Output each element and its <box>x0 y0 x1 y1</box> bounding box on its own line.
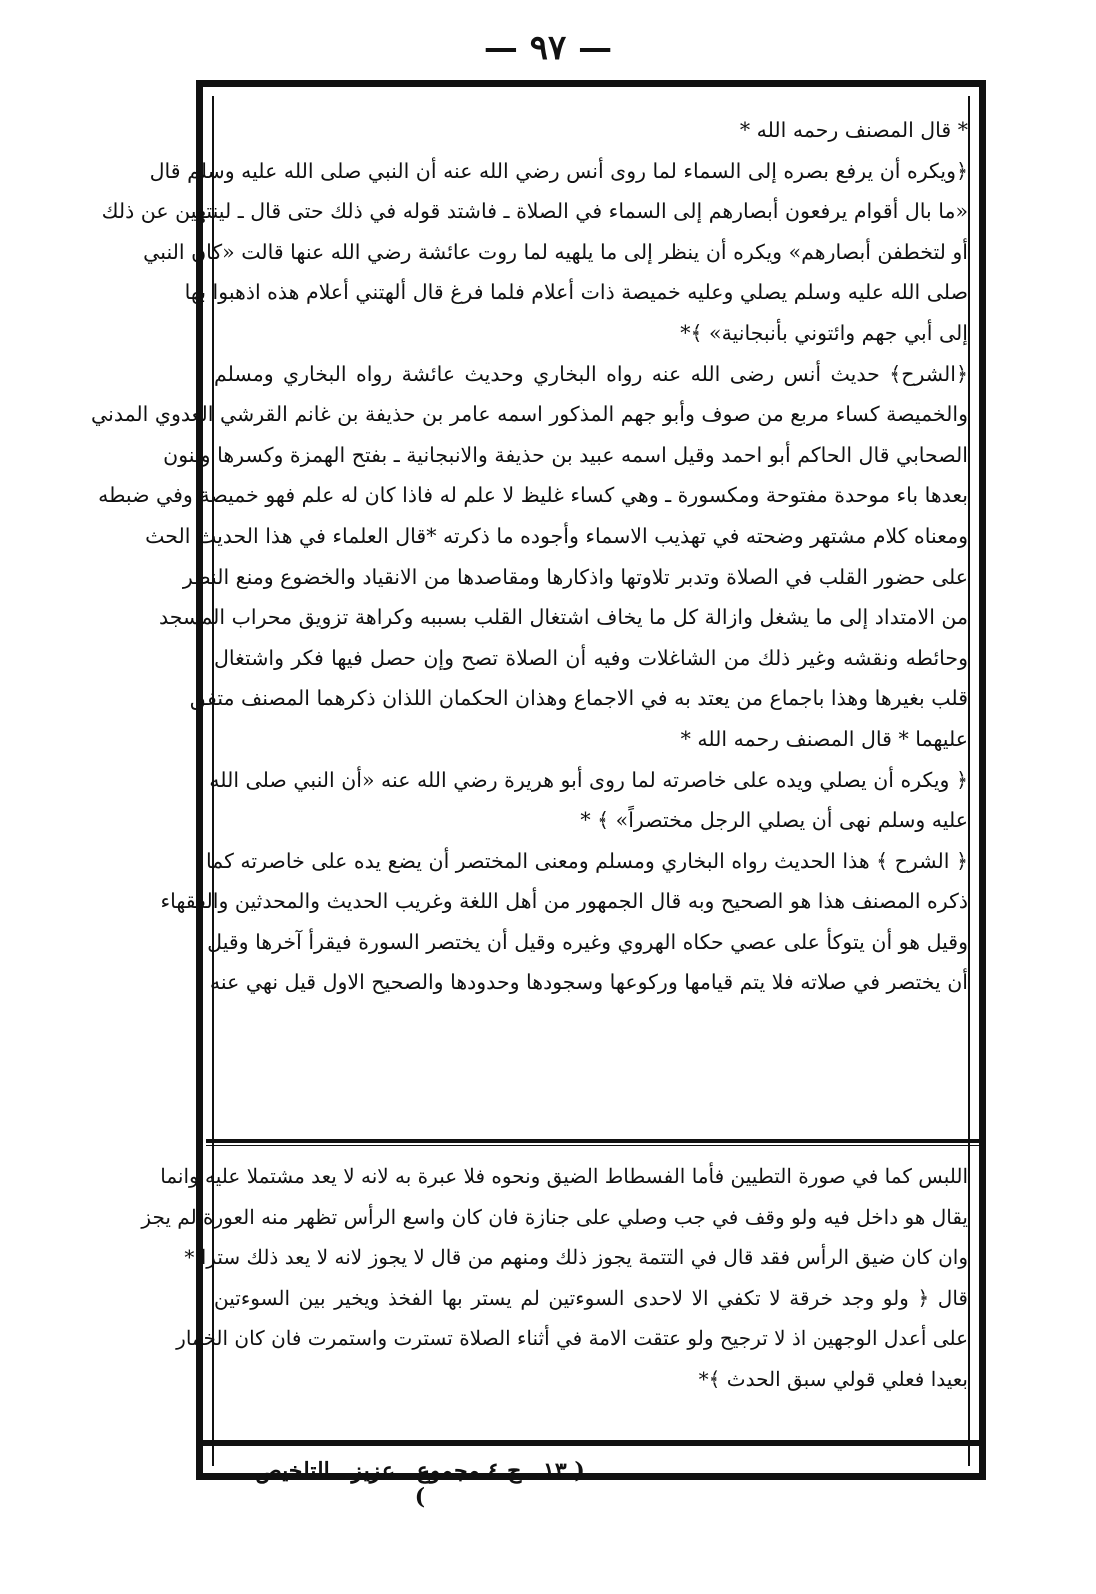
footnote-line: يقال هو داخل فيه ولو وقف في جب وصلي على جنازة فان كان واسع الرأس تظهر منه العورة لم يجز <box>141 1204 968 1229</box>
footnote-divider <box>206 1139 980 1143</box>
main-text <box>91 110 968 1003</box>
text-line: ﴿ويكره أن يرفع بصره إلى السماء لما روى أنس رضي الله عنه أن النبي صلى الله عليه وسلم قال <box>149 158 968 183</box>
text-line: على حضور القلب في الصلاة وتدبر تلاوتها واذكارها ومقاصدها من الانقياد والخضوع ومنع النظر <box>182 564 968 589</box>
footnote-line: على أعدل الوجهين اذ لا ترجيح ولو عتقت الامة في أثناء الصلاة تسترت واستمرت فان كان الخمار <box>176 1326 968 1351</box>
bottom-rule <box>196 1440 986 1446</box>
footnote-line: وان كان ضيق الرأس فقد قال في التتمة يجوز ذلك ومنهم من قال لا يجوز لانه لا يعد ذلك سترا * <box>184 1245 968 1270</box>
text-line: أن يختصر في صلاته فلا يتم قيامها وركوعها وسجودها وحدودها والصحيح الاول قيل نهي عنه <box>209 970 968 995</box>
text-line: ومعناه كلام مشتهر وضحته في تهذيب الاسماء وأجوده ما ذكرته *قال العلماء في هذا الحديث الحث <box>145 523 968 548</box>
footnote-line: اللبس كما في صورة التطيين فأما الفسطاط الضيق ونحوه فلا عبرة به لانه لا يعد مشتملا عليه وانما <box>160 1164 968 1188</box>
text-line: بعدها باء موحدة مفتوحة ومكسورة ـ وهي كساء غليظ لا علم له فاذا كان له علم فهو خميصة وفي ضبطه <box>98 483 968 508</box>
text-line: صلى الله عليه وسلم يصلي وعليه خميصة ذات أعلام فلما فرغ قال ألهتني أعلام هذه اذهبوا بها <box>184 280 968 305</box>
footnote-divider-thin <box>206 1145 980 1146</box>
text-line: عليهما * قال المصنف رحمه الله * <box>680 726 968 751</box>
text-line: قلب بغيرها وهذا باجماع من يعتد به في الاجماع وهذان الحكمان اللذان ذكرهما المصنف متفق <box>189 686 968 711</box>
text-line: وقيل هو أن يتوكأ على عصي حكاه الهروي وغيره وقيل أن يختصر السورة فيقرأ آخرها وقيل <box>207 929 968 954</box>
page-number: — ٩٧ — <box>483 28 613 68</box>
footnotes <box>141 1156 968 1400</box>
footnote-line: بعيدا فعلي قولي سبق الحدث ﴾* <box>698 1366 968 1391</box>
text-line: * قال المصنف رحمه الله * <box>739 118 968 142</box>
text-line: عليه وسلم نهى أن يصلي الرجل مختصراً» ﴾ * <box>580 808 968 833</box>
footnote-line: قال ﴿ ولو وجد خرقة لا تكفي الا لاحدى السوءتين لم يستر بها الفخذ ويخير بين السوءتين <box>214 1285 968 1310</box>
text-line: الصحابي قال الحاكم أبو احمد وقيل اسمه عبيد بن حذيفة والانبجانية ـ بفتح الهمزة وكسرها وبنون <box>163 442 968 467</box>
text-line: ذكره المصنف هذا هو الصحيح وبه قال الجمهور من أهل اللغة وغريب الحديث والمحدثين والفقهاء <box>160 889 968 914</box>
text-line: من الامتداد إلى ما يشغل وازالة كل ما يخاف اشتغال القلب بسببه وكراهة تزويق محراب المسجد <box>159 605 968 630</box>
text-line: ﴿ ويكره أن يصلي ويده على خاصرته لما روى أبو هريرة رضي الله عنه «أن النبي صلى الله <box>209 767 968 792</box>
text-line: إلى أبي جهم وائتوني بأنبجانية» ﴾* <box>680 320 968 345</box>
printer-signature: ( ١٣ ـ ج ٤ مجموع ـ عزيز ـ التلخيص ) <box>255 1458 585 1510</box>
text-line: ﴿ الشرح ﴾ هذا الحديث رواه البخاري ومسلم ومعنى المختصر أن يضع يده على خاصرته كما <box>206 848 968 873</box>
text-line: أو لتخطفن أبصارهم» ويكره أن ينظر إلى ما يلهيه لما روت عائشة رضي الله عنها قالت «كان النبي <box>143 239 968 264</box>
text-line: «ما بال أقوام يرفعون أبصارهم إلى السماء في الصلاة ـ فاشتد قوله في ذلك حتى قال ـ لينتهين عن ذلك <box>101 199 968 224</box>
text-line: وحائطه ونقشه وغير ذلك من الشاغلات وفيه أن الصلاة تصح وإن حصل فيها فكر واشتغال <box>214 645 968 670</box>
text-line: والخميصة كساء مربع من صوف وأبو جهم المذكور اسمه عامر بن حذيفة بن غانم القرشي العدوي المدني <box>91 402 968 427</box>
text-line: ﴿الشرح﴾ حديث أنس رضى الله عنه رواه البخاري وحديث عائشة رواه البخاري ومسلم <box>214 361 968 386</box>
